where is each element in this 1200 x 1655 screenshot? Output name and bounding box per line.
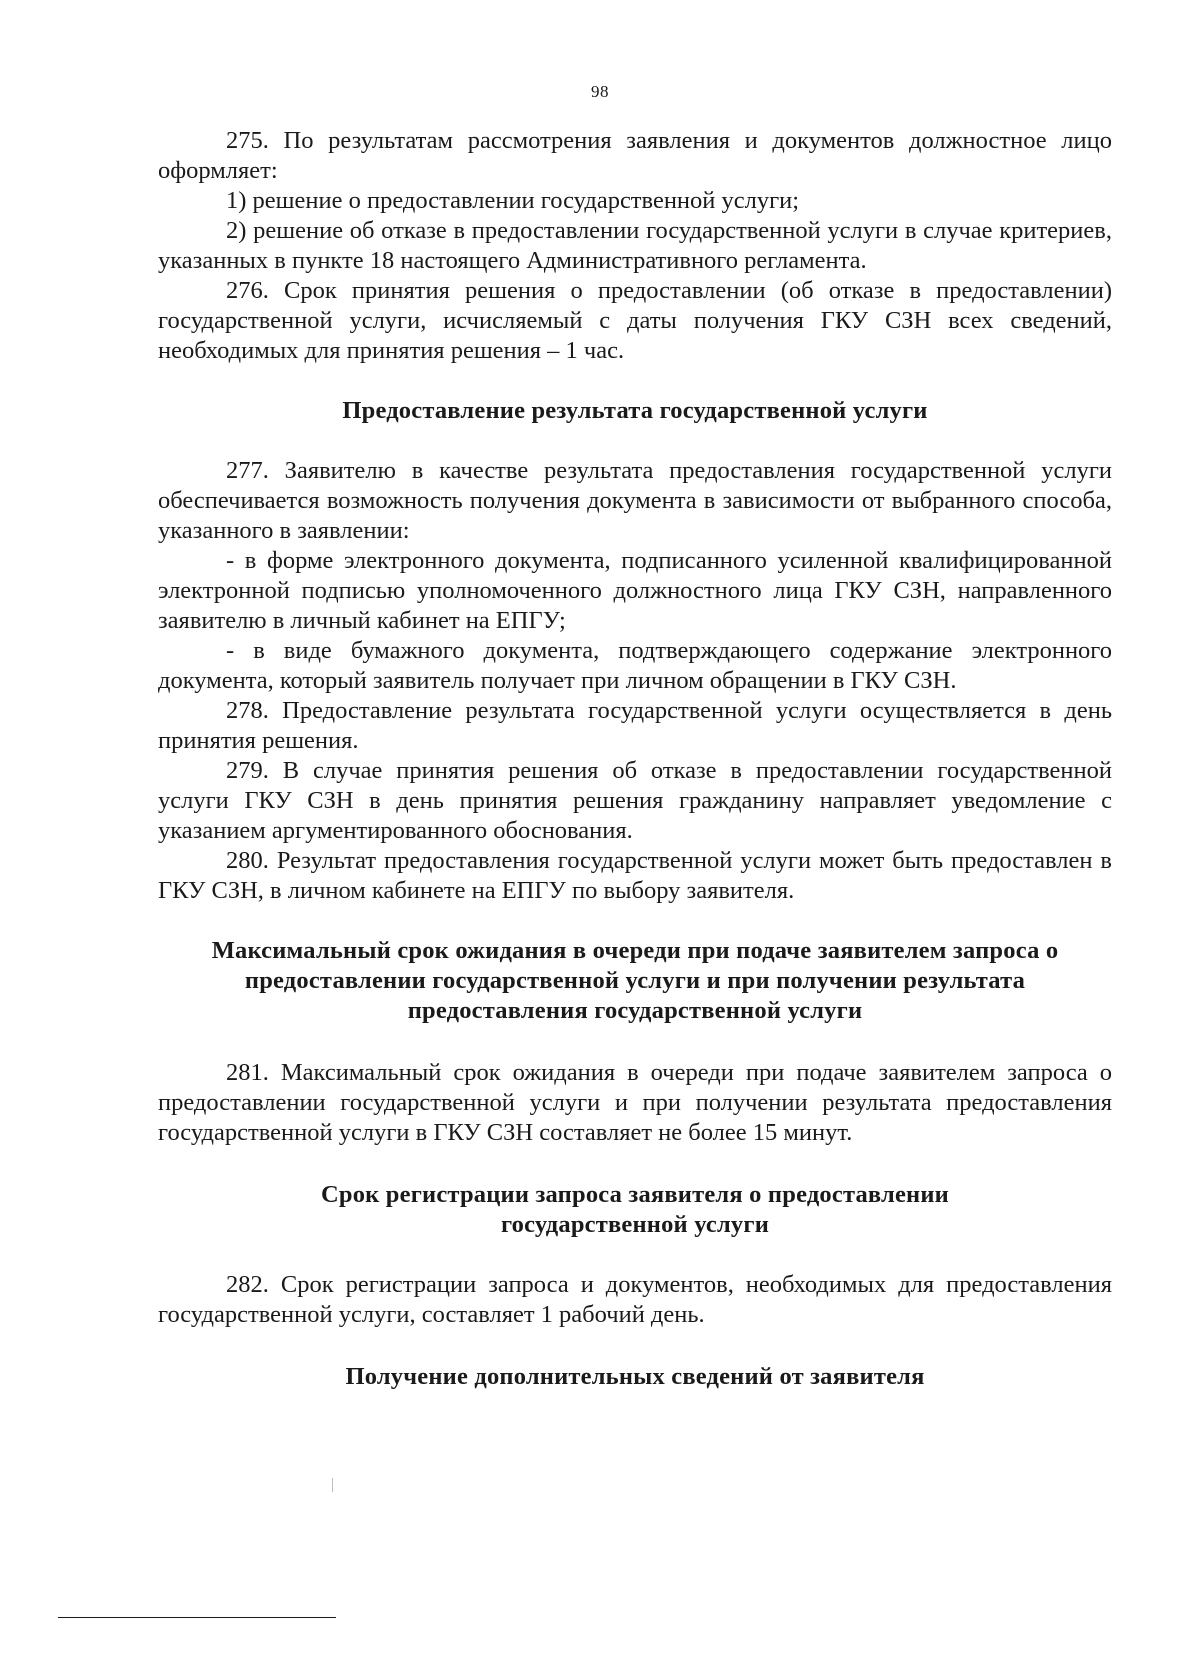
section-heading-result: Предоставление результата государственной услуги <box>342 397 928 424</box>
paragraph-282: 282. Срок регистрации запроса и документов, необходимых для предоставления государственной услуги, составляет 1 рабочий день. <box>158 1271 1112 1328</box>
footnote-divider <box>58 1617 336 1618</box>
section-heading-registration-line: Срок регистрации запроса заявителя о предоставлении <box>321 1181 949 1208</box>
section-heading-queue-line: Максимальный срок ожидания в очереди при подаче заявителем запроса о <box>211 937 1059 964</box>
paragraph-277: 277. Заявителю в качестве результата предоставления государственной услуги обеспечивается возможность получения документа в зависимости от выбранного способа, указанного в заявлении: <box>158 457 1112 544</box>
paragraph-276: 276. Срок принятия решения о предоставлении (об отказе в предоставлении) государственной услуги, исчисляемый с даты получения ГКУ СЗН всех сведений, необходимых для принятия решения – 1 час. <box>158 277 1112 364</box>
scan-artifact <box>332 1478 333 1492</box>
paragraph-279: 279. В случае принятия решения об отказе в предоставлении государственной услуги ГКУ СЗН в день принятия решения гражданину направляет уведомление с указанием аргументированного обоснования. <box>158 757 1112 844</box>
page-number: 98 <box>591 82 609 101</box>
paragraph-275-item-1: 1) решение о предоставлении государственной услуги; <box>226 187 800 214</box>
section-heading-queue-line: предоставлении государственной услуги и при получении результата <box>244 967 1026 994</box>
paragraph-275: 275. По результатам рассмотрения заявления и документов должностное лицо оформляет: <box>158 127 1112 184</box>
paragraph-277-item-1: - в форме электронного документа, подписанного усиленной квалифицированной электронной подписью уполномоченного должностного лица ГКУ СЗН, направленного заявителю в личный кабинет на ЕПГУ; <box>158 547 1112 634</box>
paragraph-275-item-2: 2) решение об отказе в предоставлении государственной услуги в случае критериев, указанных в пункте 18 настоящего Административного регламента. <box>158 217 1112 274</box>
paragraph-278: 278. Предоставление результата государственной услуги осуществляется в день принятия решения. <box>158 697 1112 754</box>
document-body <box>158 126 1112 1392</box>
paragraph-281: 281. Максимальный срок ожидания в очереди при подаче заявителем запроса о предоставлении государственной услуги и при получении результата предоставления государственной услуги в ГКУ СЗН составляет не более 15 минут. <box>158 1059 1112 1146</box>
section-heading-queue-line: предоставления государственной услуги <box>407 997 863 1024</box>
section-heading-registration <box>158 1180 1112 1240</box>
paragraph-280: 280. Результат предоставления государственной услуги может быть предоставлен в ГКУ СЗН, в личном кабинете на ЕПГУ по выбору заявителя. <box>158 847 1112 904</box>
section-heading-queue <box>158 936 1112 1026</box>
section-heading-additional: Получение дополнительных сведений от заявителя <box>345 1363 925 1390</box>
paragraph-277-item-2: - в виде бумажного документа, подтверждающего содержание электронного документа, который заявитель получает при личном обращении в ГКУ СЗН. <box>158 637 1112 694</box>
section-heading-registration-line: государственной услуги <box>500 1211 770 1238</box>
